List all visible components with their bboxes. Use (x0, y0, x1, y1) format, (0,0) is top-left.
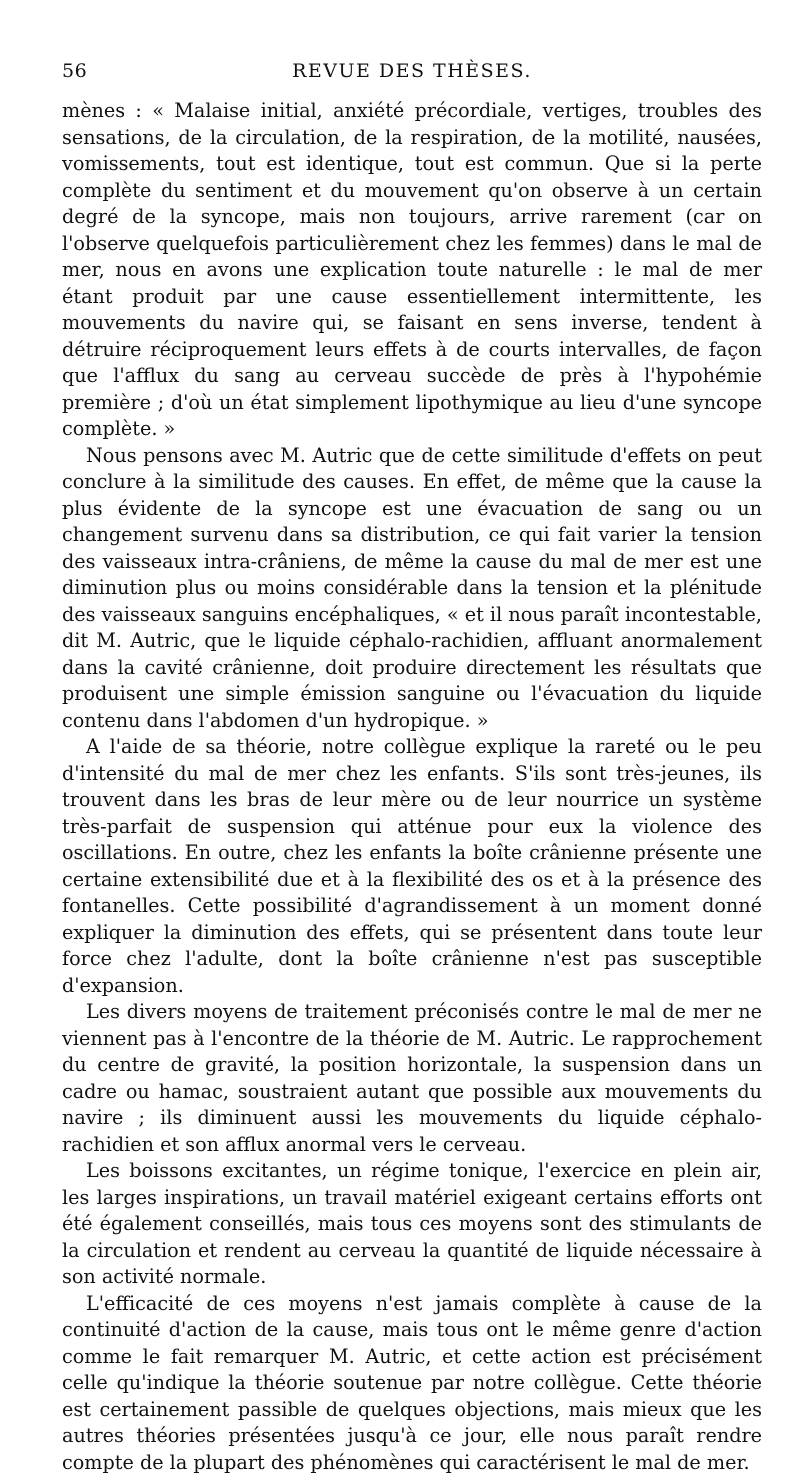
body-text (62, 98, 762, 1476)
running-title: REVUE DES THÈSES. (62, 60, 762, 82)
paragraph-enfants: A l'aide de sa théorie, notre collègue explique la rareté ou le peu d'intensité du mal de mer chez les enfants. S'ils sont très-jeunes, ils trouvent dans les bras de leur mère ou de leur nourrice un système très-parfait de suspension qui atténue pour eux la violence des oscillations. En outre, chez les enfants la boîte crânienne présente une certaine extensibilité due et à la flexibilité des os et à la présence des fontanelles. Cette possibilité d'agrandissement à un moment donné expliquer la diminution des effets, qui se présentent dans toute leur force chez l'adulte, dont la boîte crânienne n'est pas susceptible d'expansion. (62, 734, 762, 999)
paragraph-boissons: Les boissons excitantes, un régime tonique, l'exercice en plein air, les larges inspirations, un travail matériel exigeant certains efforts ont été également conseillés, mais tous ces moyens sont des stimulants de la circulation et rendent au cerveau la quantité de liquide nécessaire à son activité normale. (62, 1158, 762, 1291)
running-head (62, 60, 762, 84)
paragraph-similitude: Nous pensons avec M. Autric que de cette similitude d'effets on peut conclure à la similitude des causes. En effet, de même que la cause la plus évidente de la syncope est une évacuation de sang ou un changement survenu dans sa distribution, ce qui fait varier la tension des vaisseaux intra-crâniens, de même la cause du mal de mer est une diminution plus ou moins considérable dans la tension et la plénitude des vaisseaux sanguins encéphaliques, « et il nous paraît incontestable, dit M. Autric, que le liquide céphalo-rachidien, affluant anormalement dans la cavité crânienne, doit produire directement les résultats que produisent une simple émission sanguine ou l'évacuation du liquide contenu dans l'abdomen d'un hydropique. » (62, 443, 762, 735)
paragraph-efficacite: L'efficacité de ces moyens n'est jamais complète à cause de la continuité d'action de la cause, mais tous ont le même genre d'action comme le fait remarquer M. Autric, et cette action est précisément celle qu'indique la théorie soutenue par notre collègue. Cette théorie est certainement passible de quelques objections, mais mieux que les autres théories présentées jusqu'à ce jour, elle nous paraît rendre compte de la plupart des phénomènes qui caractérisent le mal de mer. (62, 1291, 762, 1476)
paragraph-continued-quote: mènes : « Malaise initial, anxiété précordiale, vertiges, troubles des sensations, de la circulation, de la respiration, de la motilité, nausées, vomissements, tout est identique, tout est commun. Que si la perte complète du sentiment et du mouvement qu'on observe à un certain degré de la syncope, mais non toujours, arrive rarement (car on l'observe quelquefois particulièrement chez les femmes) dans le mal de mer, nous en avons une explication toute naturelle : le mal de mer étant produit par une cause essentiellement intermittente, les mouvements du navire qui, se faisant en sens inverse, tendent à détruire réciproquement leurs effets à de courts intervalles, de façon que l'afflux du sang au cerveau succède de près à l'hypohémie première ; d'où un état simplement lipothymique au lieu d'une syncope complète. » (62, 98, 762, 443)
paragraph-traitement: Les divers moyens de traitement préconisés contre le mal de mer ne viennent pas à l'encontre de la théorie de M. Autric. Le rapprochement du centre de gravité, la position horizontale, la suspension dans un cadre ou hamac, soustraient autant que possible aux mouvements du navire ; ils diminuent aussi les mouvements du liquide céphalo-rachidien et son afflux anormal vers le cerveau. (62, 999, 762, 1158)
page-number: 56 (62, 60, 87, 82)
